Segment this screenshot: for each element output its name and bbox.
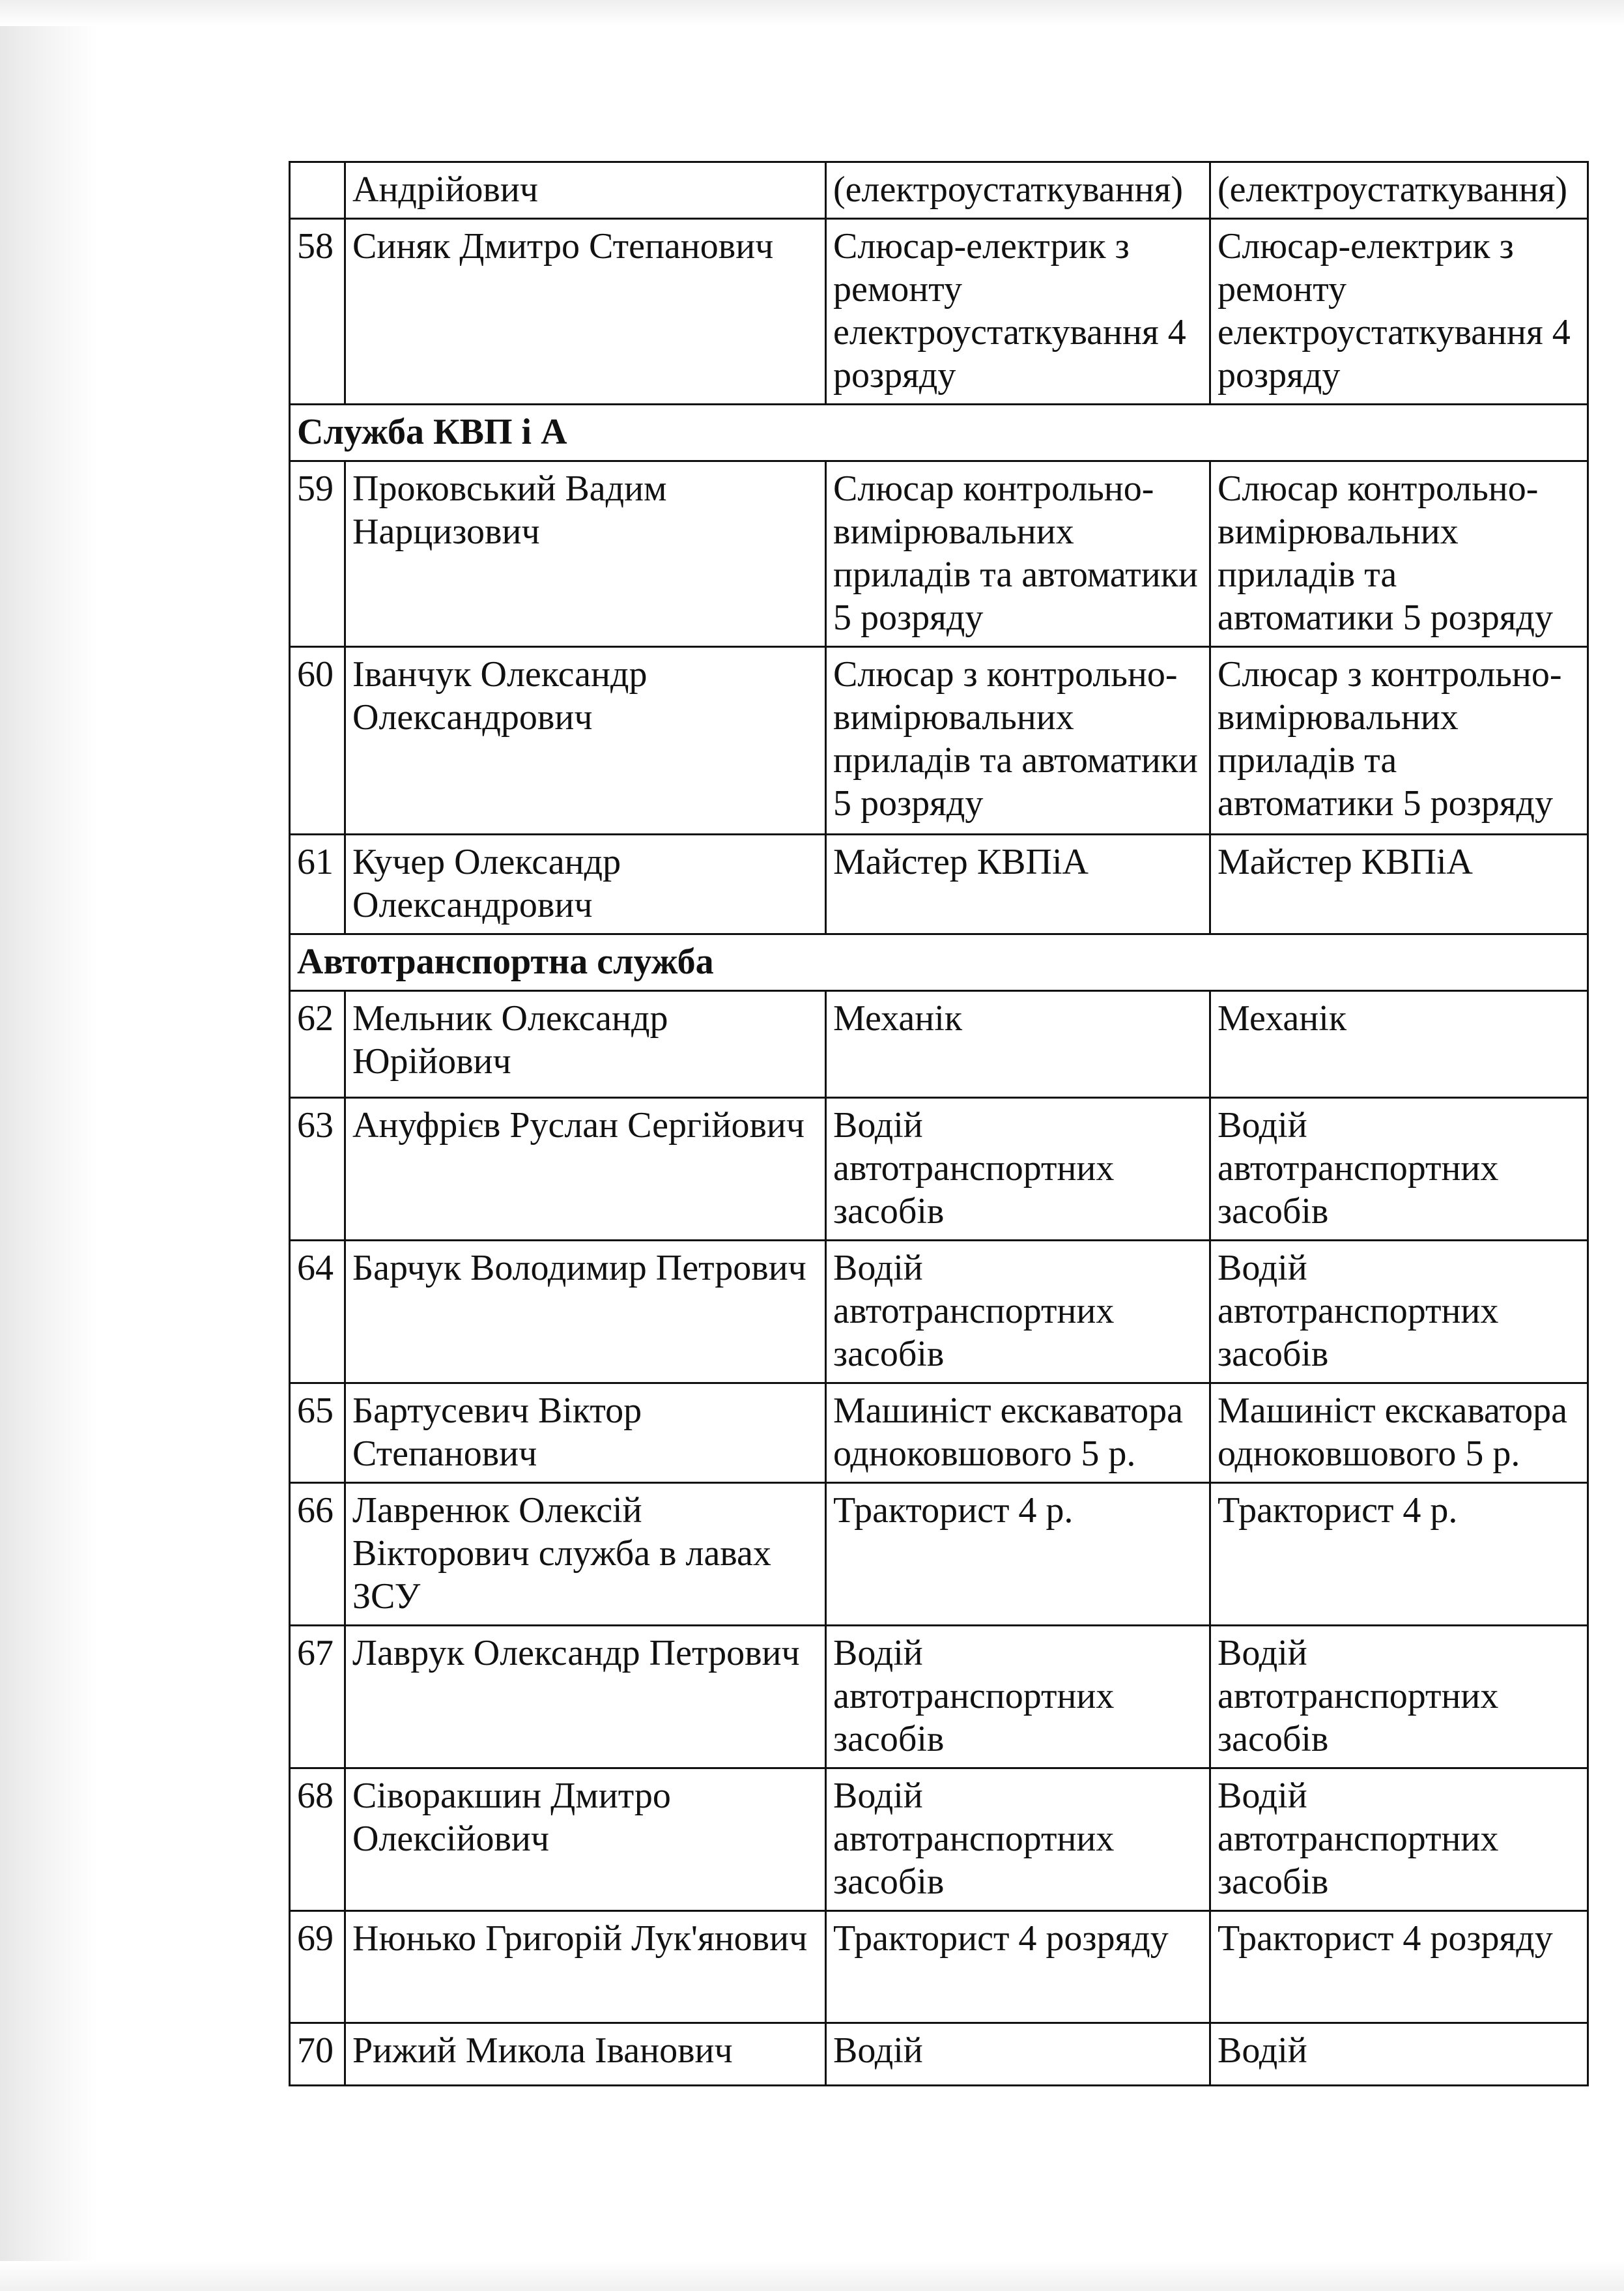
row-number: 69 <box>290 1911 345 2023</box>
scan-edge-shadow <box>0 0 98 2291</box>
position-new: Слюсар контрольно-вимірювальних приладів та автоматики 5 розряду <box>1210 461 1588 647</box>
table-row <box>290 991 1588 1098</box>
position-new: Водій автотранспортних засобів <box>1210 1241 1588 1383</box>
employee-name: Барчук Володимир Петрович <box>345 1241 826 1383</box>
row-number: 63 <box>290 1098 345 1241</box>
position-current: Водій автотранспортних засобів <box>826 1626 1210 1768</box>
position-current: Тракторист 4 розряду <box>826 1911 1210 2023</box>
row-number: 65 <box>290 1383 345 1483</box>
employee-name: Лавренюк Олексій Вікторович служба в лавах ЗСУ <box>345 1483 826 1626</box>
employee-name: Іванчук Олександр Олександрович <box>345 647 826 835</box>
employee-name: Андрійович <box>345 162 826 219</box>
table-row <box>290 162 1588 219</box>
employee-name: Рижий Микола Іванович <box>345 2023 826 2086</box>
position-current: Водій автотранспортних засобів <box>826 1098 1210 1241</box>
scan-top-shadow <box>0 0 1624 26</box>
employee-name: Нюнько Григорій Лук'янович <box>345 1911 826 2023</box>
row-number: 62 <box>290 991 345 1098</box>
table-row <box>290 1768 1588 1911</box>
roster-table-body <box>290 162 1588 2086</box>
table-row <box>290 647 1588 835</box>
row-number <box>290 162 345 219</box>
employee-name: Сіворакшин Дмитро Олексійович <box>345 1768 826 1911</box>
position-current: (електроустаткування) <box>826 162 1210 219</box>
position-new: Водій автотранспортних засобів <box>1210 1626 1588 1768</box>
table-row <box>290 1483 1588 1626</box>
table-row <box>290 1911 1588 2023</box>
employee-name: Кучер Олександр Олександрович <box>345 835 826 934</box>
row-number: 67 <box>290 1626 345 1768</box>
position-current: Слюсар контрольно-вимірювальних приладів та автоматики 5 розряду <box>826 461 1210 647</box>
table-row <box>290 1383 1588 1483</box>
row-number: 70 <box>290 2023 345 2086</box>
row-number: 68 <box>290 1768 345 1911</box>
row-number: 58 <box>290 219 345 405</box>
row-number: 66 <box>290 1483 345 1626</box>
employee-name: Ануфрієв Руслан Сергійович <box>345 1098 826 1241</box>
position-current: Слюсар-електрик з ремонту електроустаткування 4 розряду <box>826 219 1210 405</box>
table-row <box>290 1098 1588 1241</box>
row-number: 59 <box>290 461 345 647</box>
position-current: Машиніст екскаватора одноковшового 5 р. <box>826 1383 1210 1483</box>
table-row <box>290 2023 1588 2086</box>
position-current: Водій <box>826 2023 1210 2086</box>
position-new: Слюсар з контрольно-вимірювальних приладів та автоматики 5 розряду <box>1210 647 1588 835</box>
position-new: Машиніст екскаватора одноковшового 5 р. <box>1210 1383 1588 1483</box>
staff-roster-table <box>289 161 1589 2086</box>
section-header-row <box>290 934 1588 991</box>
position-new: (електроустаткування) <box>1210 162 1588 219</box>
position-new: Тракторист 4 розряду <box>1210 1911 1588 2023</box>
position-current: Механік <box>826 991 1210 1098</box>
row-number: 60 <box>290 647 345 835</box>
row-number: 61 <box>290 835 345 934</box>
section-title: Автотранспортна служба <box>290 934 1588 991</box>
table-row <box>290 461 1588 647</box>
position-new: Водій автотранспортних засобів <box>1210 1768 1588 1911</box>
position-current: Майстер КВПіА <box>826 835 1210 934</box>
employee-name: Синяк Дмитро Степанович <box>345 219 826 405</box>
position-new: Майстер КВПіА <box>1210 835 1588 934</box>
scan-bottom-shadow <box>0 2261 1624 2291</box>
section-title: Служба КВП і А <box>290 405 1588 461</box>
table-row <box>290 219 1588 405</box>
position-new: Механік <box>1210 991 1588 1098</box>
section-header-row <box>290 405 1588 461</box>
position-current: Водій автотранспортних засобів <box>826 1241 1210 1383</box>
table-row <box>290 835 1588 934</box>
position-current: Водій автотранспортних засобів <box>826 1768 1210 1911</box>
employee-name: Мельник Олександр Юрійович <box>345 991 826 1098</box>
row-number: 64 <box>290 1241 345 1383</box>
table-row <box>290 1626 1588 1768</box>
position-new: Тракторист 4 р. <box>1210 1483 1588 1626</box>
position-new: Слюсар-електрик з ремонту електроустаткування 4 розряду <box>1210 219 1588 405</box>
employee-name: Проковський Вадим Нарцизович <box>345 461 826 647</box>
position-new: Водій автотранспортних засобів <box>1210 1098 1588 1241</box>
position-current: Слюсар з контрольно-вимірювальних приладів та автоматики 5 розряду <box>826 647 1210 835</box>
employee-name: Бартусевич Віктор Степанович <box>345 1383 826 1483</box>
table-row <box>290 1241 1588 1383</box>
employee-name: Лаврук Олександр Петрович <box>345 1626 826 1768</box>
position-current: Тракторист 4 р. <box>826 1483 1210 1626</box>
position-new: Водій <box>1210 2023 1588 2086</box>
